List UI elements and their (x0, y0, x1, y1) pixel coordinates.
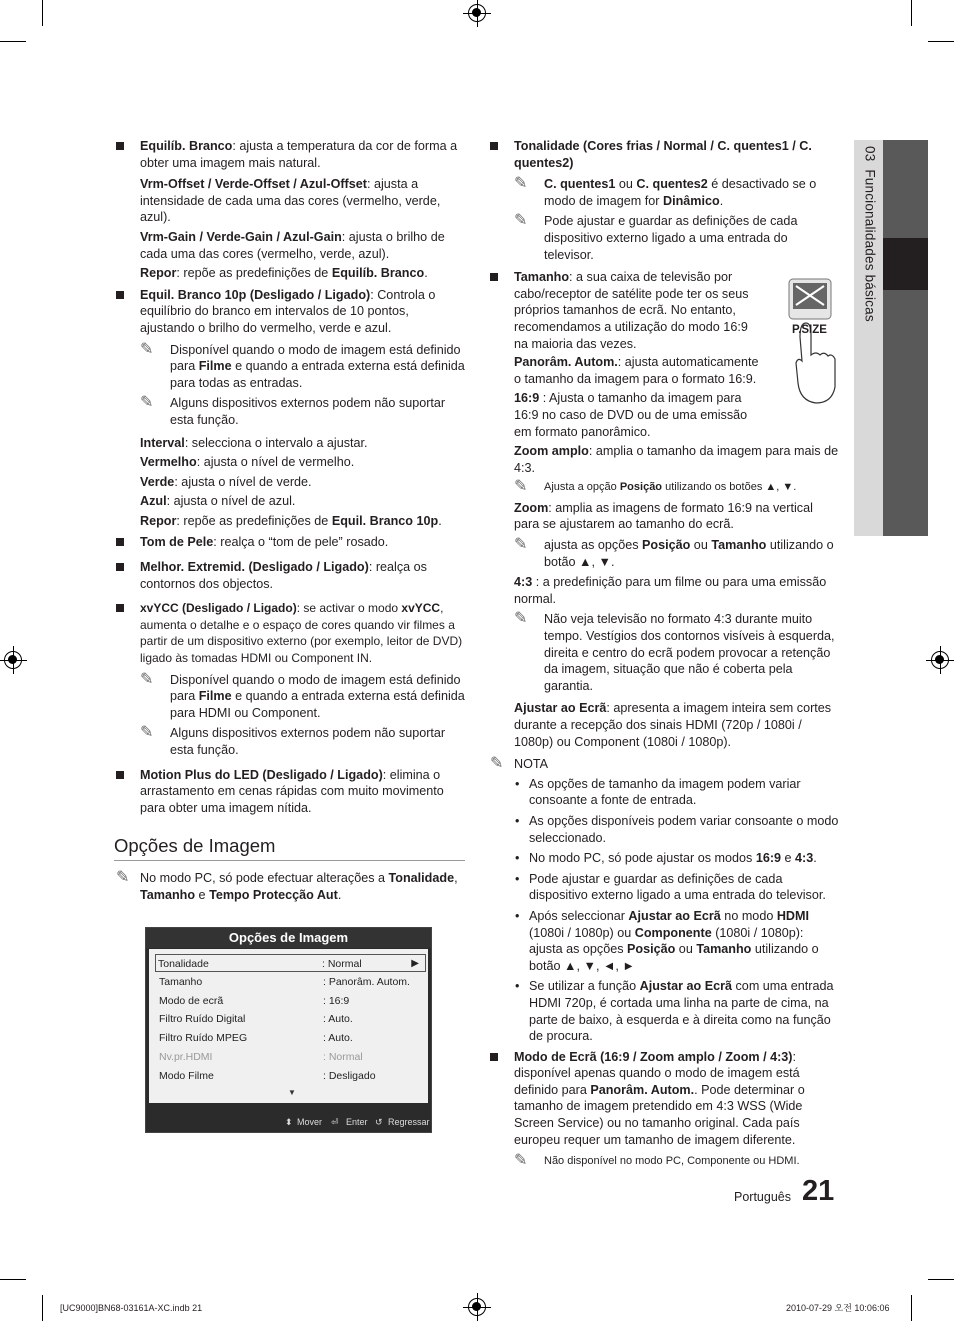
label: Equil. Branco 10p (331, 513, 439, 528)
list-item (488, 871, 840, 904)
registration-mark-icon (468, 4, 486, 22)
paragraph (140, 493, 466, 510)
paragraph (514, 443, 840, 476)
psize-button-illustration (786, 277, 840, 407)
label: Equilíb. Branco (331, 266, 425, 281)
osd-row-label: Modo Filme (159, 1070, 214, 1082)
osd-title: Opções de Imagem (146, 928, 431, 948)
label: Tamanho (711, 538, 767, 553)
osd-row-tonalidade[interactable] (155, 954, 426, 972)
text: ajusta as opções (544, 538, 643, 553)
nota-heading (488, 756, 840, 773)
psize-label: P.SIZE (792, 324, 827, 336)
scroll-down-icon[interactable]: ▼ (288, 1088, 296, 1097)
crop-mark (42, 0, 43, 26)
osd-row-label: Nv.pr.HDMI (159, 1051, 213, 1063)
paragraph (140, 513, 466, 530)
footer-language: Português (734, 1190, 791, 1204)
label: Vrm-Offset / Verde-Offset / Azul-Offset (140, 177, 367, 192)
pencil-icon: ✎ (514, 536, 528, 554)
pencil-icon: ✎ (140, 724, 154, 742)
label: Ajustar ao Ecrã (639, 979, 733, 994)
pencil-icon: ✎ (116, 869, 130, 887)
text: : disponível apenas quando o modo de imagem está definido para (514, 1049, 800, 1097)
osd-row-hdmi (157, 1048, 425, 1066)
text: e quando a entrada externa está definida para todas as entradas. (170, 359, 465, 390)
list-item (488, 1049, 840, 1149)
item-title: Tom de Pele (140, 535, 214, 550)
text: utilizando o botão ▲, ▼. (544, 538, 834, 569)
updown-icon: ⬍ (285, 1117, 293, 1127)
label: Dinâmico (663, 193, 720, 208)
text: As opções de tamanho da imagem podem variar consoante a fonte de entrada. (529, 776, 801, 808)
crop-mark (0, 1279, 26, 1280)
text: ou (690, 538, 712, 553)
paragraph (514, 500, 840, 533)
osd-menu (145, 927, 432, 1133)
text: : ajusta o nível de azul. (166, 494, 296, 509)
text: No modo PC, só pode efectuar alterações a (140, 871, 389, 886)
list-item (488, 850, 840, 867)
note (488, 213, 840, 263)
label: Panorâm. Autom. (590, 1082, 695, 1097)
text: : amplia o tamanho da imagem para mais de 4:3. (514, 444, 839, 475)
item-title: xvYCC (Desligado / Ligado) (140, 601, 297, 616)
osd-row-value: : Auto. (323, 1013, 353, 1025)
label: Tempo Protecção Aut (209, 887, 338, 902)
text: . (424, 266, 428, 281)
osd-row-tamanho[interactable] (157, 973, 425, 991)
paragraph (514, 390, 760, 440)
text: , aumenta o detalhe e o espaço de cores quando vir filmes a partir de um dispositivo externo (por exemplo, leitor de DVD) ligado às tomadas HDMI ou Component IN. (140, 601, 463, 666)
paragraph (140, 435, 466, 452)
list-item (488, 269, 760, 352)
text: : apresenta a imagem inteira sem cortes durante a recepção dos sinais HDMI (720p / 1080i / 1080p) ou Component (1080i / 1080p). (514, 701, 832, 749)
label: Componente (634, 925, 712, 940)
label: Filme (198, 359, 232, 374)
label: Filme (198, 689, 232, 704)
osd-row-value: : 16:9 (323, 995, 350, 1007)
chapter-tab-bar (883, 140, 928, 536)
osd-row-label: Tonalidade (158, 958, 209, 970)
text: e quando a entrada externa está definida para HDMI ou Component. (170, 689, 465, 720)
osd-footer (146, 1106, 431, 1132)
item-text: : elimina o arrastamento em cenas rápidas com muito movimento para obter uma imagem nítida. (140, 767, 444, 815)
registration-mark-icon (468, 1298, 486, 1316)
imprint-left: [UC9000]BN68-03161A-XC.indb 21 (60, 1303, 203, 1313)
text: e (781, 851, 796, 866)
list-item (114, 138, 466, 171)
text: utilizando o botão ▲, ▼, ◄, ► (529, 942, 819, 973)
text: Alguns dispositivos externos podem não suportar esta função. (170, 396, 446, 427)
note (114, 395, 466, 428)
crop-mark (42, 1295, 43, 1321)
label: Verde (140, 474, 175, 489)
item-title: Motion Plus do LED (Desligado / Ligado) (140, 767, 383, 782)
chapter-number: 03 (862, 146, 878, 162)
osd-row-modo-ecra[interactable] (157, 992, 425, 1010)
text: : ajusta automaticamente o tamanho da imagem para o formato 16:9. (514, 355, 759, 386)
text: Pode ajustar e guardar as definições de cada dispositivo externo ligado a uma entrada do televisor. (529, 871, 826, 903)
label: 4:3 (795, 851, 814, 866)
text: : se activar o modo (296, 601, 402, 616)
text: . (719, 193, 724, 208)
osd-row-filtro-digital[interactable] (157, 1010, 425, 1028)
label: C. quentes2 (636, 177, 708, 192)
text: Alguns dispositivos externos podem não suportar esta função. (170, 726, 446, 757)
label: Repor (140, 266, 177, 281)
text: (1080i / 1080p): ajusta as opções (529, 925, 804, 957)
pencil-icon: ✎ (514, 1152, 528, 1170)
text: utilizando os botões ▲, ▼. (662, 481, 797, 494)
paragraph (140, 229, 466, 262)
registration-mark-icon (931, 651, 949, 669)
label: Vrm-Gain / Verde-Gain / Azul-Gain (140, 229, 342, 244)
osd-row-value: : Panorâm. Autom. (323, 976, 410, 988)
osd-row-value: : Desligado (323, 1070, 376, 1082)
label: Zoom (514, 500, 549, 515)
osd-row-label: Filtro Ruído MPEG (159, 1032, 248, 1044)
pencil-icon: ✎ (140, 340, 154, 358)
text: : ajusta o nível de vermelho. (196, 455, 355, 470)
list-item (488, 813, 840, 846)
list-item (488, 138, 840, 171)
text: . (438, 513, 442, 528)
text: , (454, 871, 458, 886)
label: Tonalidade (388, 871, 455, 886)
text: NOTA (514, 757, 549, 772)
footer-enter-label: Enter (346, 1117, 368, 1127)
pencil-icon: ✎ (514, 610, 528, 628)
list-item (114, 534, 466, 551)
registration-mark-icon (4, 651, 22, 669)
text: . Pode determinar o tamanho de imagem pretendido em 4:3 WSS (Wide Screen Service) ou no tamanho original. Cada país europeu requer um tamanho de imagem diferente. (514, 1082, 805, 1147)
pencil-icon: ✎ (490, 755, 504, 773)
osd-row-filtro-mpeg[interactable] (157, 1029, 425, 1047)
text: : repõe as predefinições de (176, 513, 332, 528)
label: Panorâm. Autom. (514, 355, 618, 370)
crop-mark (928, 1279, 954, 1280)
chapter-tab-marker (883, 238, 928, 290)
osd-row-label: Filtro Ruído Digital (159, 1013, 246, 1025)
text: no modo (720, 908, 777, 923)
osd-list (149, 949, 428, 1103)
osd-row-label: Modo de ecrã (159, 995, 224, 1007)
note (114, 725, 466, 758)
list-item (114, 767, 466, 817)
label: Repor (140, 513, 177, 528)
footer-move-label: Mover (297, 1117, 323, 1127)
label: 4:3 (514, 575, 533, 590)
text: Disponível quando o modo de imagem está definido para (170, 672, 461, 704)
label: xvYCC (401, 601, 441, 616)
crop-mark (928, 41, 954, 42)
arrow-right-icon: ▶ (411, 958, 419, 969)
osd-row-modo-filme[interactable] (157, 1067, 425, 1085)
chapter-name: Funcionalidades básicas (862, 169, 878, 322)
text: : ajusta o nível de verde. (174, 474, 312, 489)
note (114, 870, 466, 903)
text: . (337, 887, 342, 902)
label: Ajustar ao Ecrã (514, 701, 607, 716)
pencil-icon: ✎ (514, 478, 528, 496)
crop-mark (0, 41, 26, 42)
item-text: : ajusta a temperatura da cor de forma a obter uma imagem mais natural. (140, 139, 458, 170)
item-text: : realça o “tom de pele” rosado. (213, 535, 389, 550)
item-title: Tonalidade (Cores frias / Normal / C. quentes1 / C. quentes2) (514, 139, 812, 170)
section-title: Opções de Imagem (114, 834, 465, 861)
note (488, 176, 840, 209)
label: Posição (627, 942, 676, 957)
osd-row-label: Tamanho (159, 976, 203, 988)
label: Posição (619, 481, 663, 494)
item-text: : a sua caixa de televisão por cabo/receptor de satélite pode ter os seus próprios tamanhos de ecrã. No entanto, recomendamos a utilização do modo 16:9 na maioria das vezes. (514, 270, 749, 351)
text: : Ajusta o tamanho da imagem para 16:9 no caso de DVD ou de uma emissão em formato panorâmico. (514, 391, 748, 439)
imprint-right: 2010-07-29 오전 10:06:06 (786, 1303, 890, 1313)
label: 16:9 (514, 391, 540, 406)
paragraph (514, 354, 760, 387)
paragraph (140, 474, 466, 491)
list-item (488, 908, 840, 974)
text: Não veja televisão no formato 4:3 durante muito tempo. Vestígios dos contornos visíveis à esquerda, direita e centro do ecrã podem provocar a retenção da imagem, situação que não é coberta pela garantia. (544, 612, 835, 693)
label: Tamanho (696, 942, 752, 957)
label: Vermelho (140, 455, 197, 470)
text: : selecciona o intervalo a ajustar. (184, 435, 368, 450)
text: (1080i / 1080p) ou (529, 925, 635, 940)
text: : ajusta a intensidade de cada uma das cores (vermelho, verde, azul). (140, 177, 441, 225)
label: Zoom amplo (514, 444, 589, 459)
chapter-title (861, 146, 878, 322)
text: ou (675, 942, 697, 957)
item-title: Equil. Branco 10p (Desligado / Ligado) (140, 287, 371, 302)
text: Ajusta a opção (544, 481, 620, 494)
text: : amplia as imagens de formato 16:9 na vertical para se ajustarem ao tamanho do ecrã. (514, 500, 813, 532)
enter-icon: ⏎ (331, 1117, 339, 1127)
osd-row-value: : Normal (322, 958, 362, 970)
label: Posição (642, 538, 691, 553)
text: e (195, 887, 210, 902)
footer-return-label: Regressar (388, 1117, 430, 1127)
osd-row-value: : Auto. (323, 1032, 353, 1044)
paragraph (140, 265, 466, 282)
text: . (813, 851, 817, 866)
note (488, 537, 840, 570)
label: Tamanho (140, 887, 196, 902)
pencil-icon: ✎ (140, 670, 154, 688)
left-column (114, 138, 466, 904)
label: 16:9 (755, 851, 782, 866)
note (488, 1153, 840, 1170)
crop-mark (911, 0, 912, 26)
list-item (488, 978, 840, 1044)
item-title: Tamanho (514, 270, 570, 285)
item-title: Equilíb. Branco (140, 139, 233, 153)
text: é desactivado se o modo de imagem for (544, 177, 817, 208)
list-item (114, 559, 466, 592)
pencil-icon: ✎ (514, 175, 528, 193)
pencil-icon: ✎ (140, 394, 154, 412)
label: C. quentes1 (544, 177, 616, 192)
label: HDMI (776, 908, 810, 923)
text: As opções disponíveis podem variar consoante o modo seleccionado. (529, 813, 839, 845)
note (114, 342, 466, 392)
list-item (114, 287, 466, 337)
crop-mark (911, 1295, 912, 1321)
osd-row-value: : Normal (323, 1051, 363, 1063)
item-text: : realça os contornos dos objectos. (140, 560, 427, 591)
item-text: : Controla o equilíbrio do branco em intervalos de 10 pontos, ajustando o brilho do vermelho, verde e azul. (140, 287, 436, 335)
item-title: Melhor. Extremid. (Desligado / Ligado) (140, 560, 369, 575)
text: Se utilizar a função (529, 979, 640, 994)
pencil-icon: ✎ (514, 212, 528, 230)
text: Pode ajustar e guardar as definições de cada dispositivo externo ligado a uma entrada do televisor. (544, 214, 798, 262)
paragraph (140, 454, 466, 471)
text: Não disponível no modo PC, Componente ou HDMI. (544, 1155, 800, 1168)
note (488, 611, 840, 694)
text: : repõe as predefinições de (176, 266, 332, 281)
text: com uma entrada HDMI 720p, é cortada uma linha na parte de cima, na parte de baixo, à esquerda e à direita como na função de procura. (529, 979, 834, 1044)
text: ou (615, 177, 637, 192)
list-item (114, 600, 466, 666)
text: : ajusta o brilho de cada uma das cores (vermelho, verde, azul). (140, 229, 445, 261)
paragraph (514, 700, 840, 750)
paragraph (140, 176, 466, 226)
paragraph (514, 574, 840, 607)
page-number: 21 (802, 1175, 835, 1207)
note (114, 672, 466, 722)
return-icon: ↺ (375, 1117, 383, 1127)
text: No modo PC, só pode ajustar os modos (529, 851, 756, 866)
label: Azul (140, 494, 167, 509)
label: Ajustar ao Ecrã (628, 908, 721, 923)
item-title: Modo de Ecrã (16:9 / Zoom amplo / Zoom / 4:3) (514, 1049, 793, 1064)
text: : a predefinição para um filme ou para uma emissão normal. (514, 575, 827, 606)
note (488, 479, 840, 496)
list-item (488, 776, 840, 809)
remote-hand-icon (786, 277, 840, 407)
label: Interval (140, 435, 185, 450)
text: Após seleccionar (529, 908, 629, 923)
text: Disponível quando o modo de imagem está definido para (170, 342, 461, 374)
